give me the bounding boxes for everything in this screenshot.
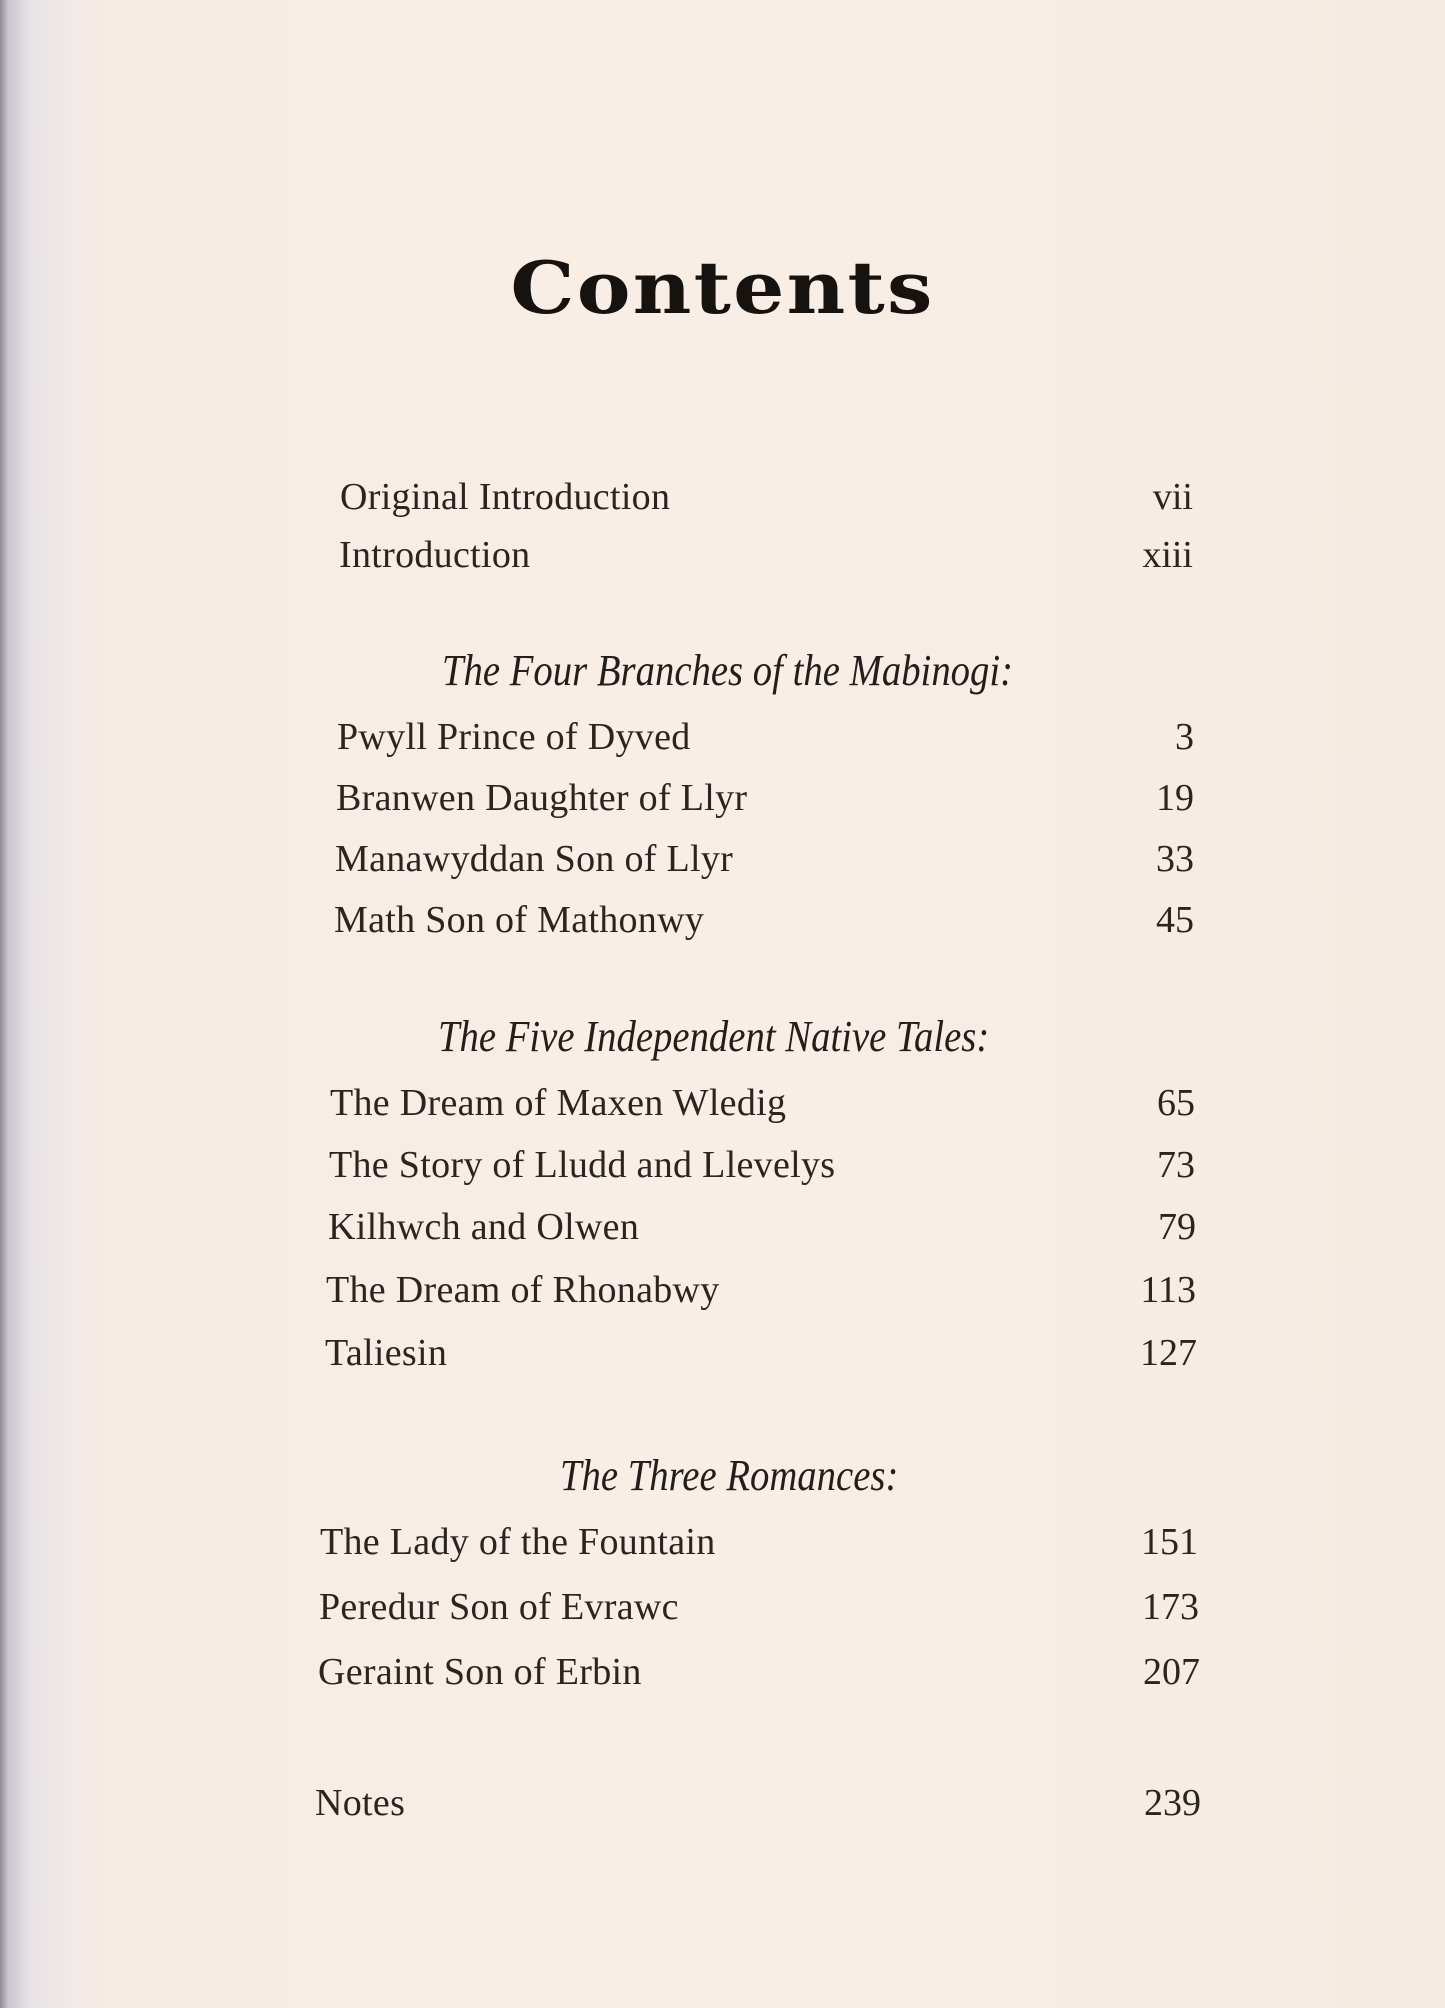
entry-page: 127 xyxy=(1140,1332,1197,1374)
toc-entry xyxy=(340,472,1193,522)
toc-entry xyxy=(334,895,1194,945)
section-heading: The Five Independent Native Tales: xyxy=(438,1012,990,1061)
page-title: Contents xyxy=(510,245,935,330)
entry-page: 79 xyxy=(1158,1206,1196,1248)
toc-entry xyxy=(335,834,1194,884)
entry-title: Original Introduction xyxy=(340,476,671,518)
toc-entry xyxy=(315,1778,1201,1828)
entry-page: 113 xyxy=(1140,1269,1196,1311)
entry-title: The Story of Lludd and Llevelys xyxy=(329,1144,836,1186)
entry-title: Math Son of Mathonwy xyxy=(334,899,705,941)
entry-page: 151 xyxy=(1141,1521,1198,1563)
toc-entry xyxy=(328,1202,1196,1252)
entry-page: 65 xyxy=(1157,1082,1195,1124)
entry-title: The Dream of Maxen Wledig xyxy=(330,1082,787,1124)
section-heading: The Three Romances: xyxy=(560,1451,899,1500)
entry-page: 207 xyxy=(1143,1651,1200,1693)
entry-title: Notes xyxy=(315,1782,406,1824)
toc-entry xyxy=(326,1265,1196,1315)
toc-entry xyxy=(330,1078,1195,1128)
entry-title: The Lady of the Fountain xyxy=(320,1521,716,1563)
toc-entry xyxy=(325,1328,1197,1378)
entry-page: 45 xyxy=(1156,899,1194,941)
entry-title: Kilhwch and Olwen xyxy=(328,1206,640,1248)
entry-title: Introduction xyxy=(339,534,531,576)
toc-entry xyxy=(329,1140,1195,1190)
entry-page: 239 xyxy=(1144,1782,1201,1824)
entry-title: Branwen Daughter of Llyr xyxy=(336,777,748,819)
entry-page: xiii xyxy=(1142,534,1193,576)
entry-title: Manawyddan Son of Llyr xyxy=(335,838,734,880)
section-heading: The Four Branches of the Mabinogi: xyxy=(442,646,1014,695)
toc-entry xyxy=(339,530,1193,580)
entry-title: Taliesin xyxy=(325,1332,448,1374)
entry-title: Peredur Son of Evrawc xyxy=(319,1586,679,1628)
toc-entry xyxy=(318,1647,1200,1697)
entry-title: Pwyll Prince of Dyved xyxy=(337,716,691,758)
toc-entry xyxy=(319,1582,1199,1632)
entry-title: Geraint Son of Erbin xyxy=(318,1651,642,1693)
entry-page: 173 xyxy=(1142,1586,1199,1628)
entry-page: 19 xyxy=(1156,777,1194,819)
toc-entry xyxy=(336,773,1194,823)
entry-title: The Dream of Rhonabwy xyxy=(326,1269,720,1311)
entry-page: vii xyxy=(1152,476,1193,518)
toc-entry xyxy=(320,1517,1198,1567)
toc-entry xyxy=(337,712,1194,762)
entry-page: 73 xyxy=(1157,1144,1195,1186)
entry-page: 3 xyxy=(1175,716,1194,758)
entry-page: 33 xyxy=(1156,838,1194,880)
